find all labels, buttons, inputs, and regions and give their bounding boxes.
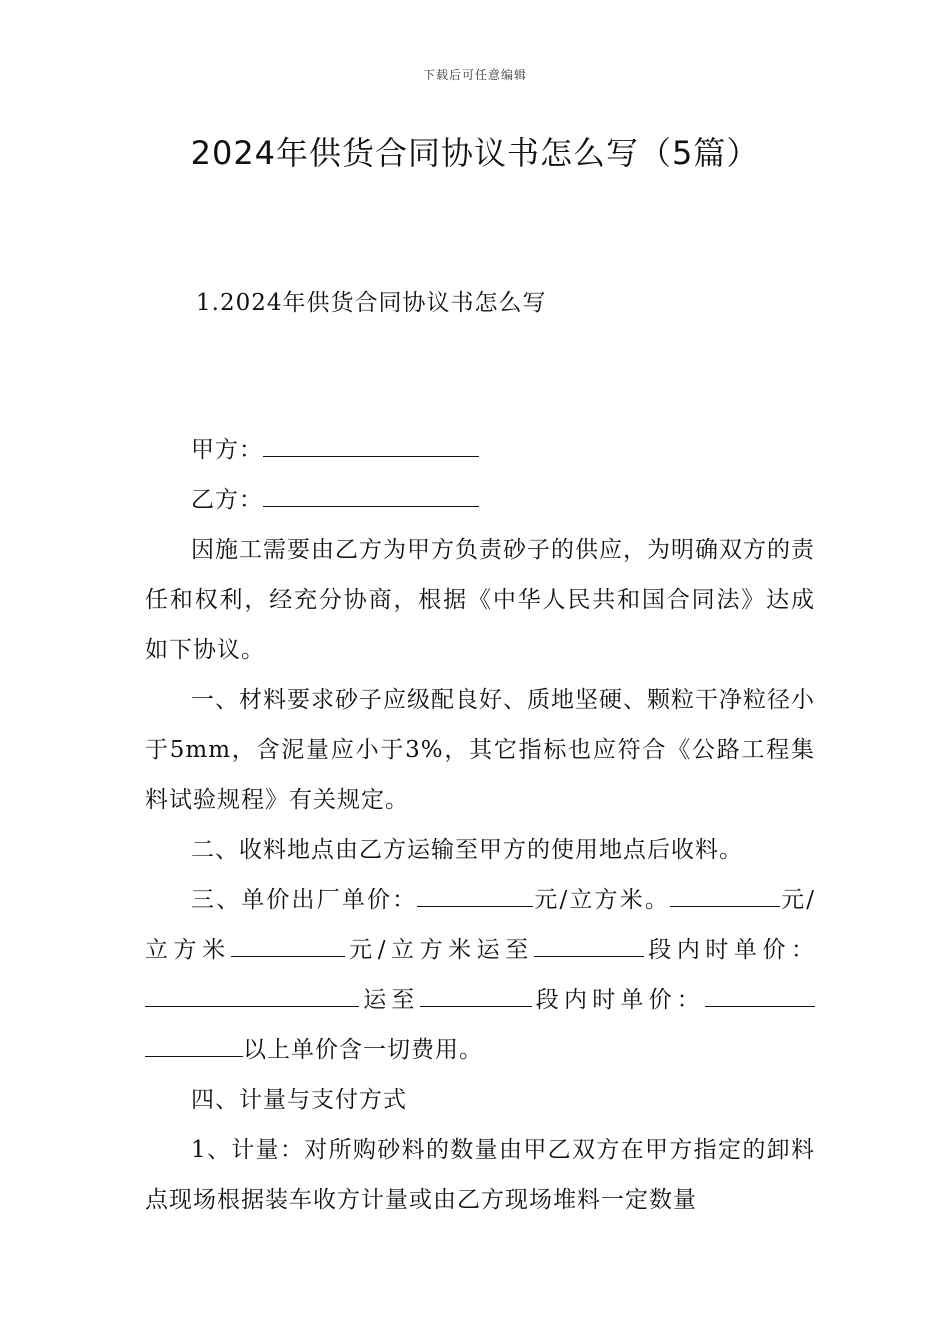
party-a-blank [263,426,479,457]
clause-3-blank-7 [705,976,815,1007]
party-b-blank [263,476,479,507]
party-a-label: 甲方： [191,437,263,463]
section-heading: 1.2024年供货合同协议书怎么写 [196,290,547,316]
document-title: 2024年供货合同协议书怎么写（5篇） [190,134,760,172]
clause-2-paragraph: 二、收料地点由乙方运输至甲方的使用地点后收料。 [191,837,743,863]
clause-3-part-5: 段内时单价： [643,937,816,963]
party-b-line [145,475,815,525]
clause-3-paragraph [145,875,815,1075]
clause-3-part-3: 元/立方米 [145,887,816,963]
clause-3-blank-1 [417,876,533,907]
clause-3-blank-6 [420,976,532,1007]
header-note: 下载后可任意编辑 [422,68,527,82]
clause-3-part-4: 元/立方米运至 [344,937,534,963]
clause-3-part-6: 运至 [359,987,420,1013]
intro-paragraph: 因施工需要由乙方为甲方负责砂子的供应，为明确双方的责任和权利，经充分协商，根据《中华人民共和国合同法》达成如下协议。 [145,537,815,663]
clause-3-blank-2 [670,876,780,907]
document-body [145,425,815,1225]
clause-4-heading: 四、计量与支付方式 [191,1087,407,1113]
clause-3-part-7: 段内时单价： [531,987,706,1013]
clause-3-blank-3 [231,926,345,957]
clause-3-blank-4 [534,926,644,957]
clause-4-1-paragraph: 1、计量：对所购砂料的数量由甲乙双方在甲方指定的卸料点现场根据装车收方计量或由乙方现场堆料一定数量 [145,1137,815,1213]
clause-3-part-1: 三、单价出厂单价： [191,887,418,913]
clause-1-paragraph: 一、材料要求砂子应级配良好、质地坚硬、颗粒干净粒径小于5mm，含泥量应小于3%，其它指标也应符合《公路工程集料试验规程》有关规定。 [145,687,815,813]
party-b-label: 乙方： [191,487,263,513]
party-a-line [145,425,815,475]
clause-3-blank-5 [145,976,359,1007]
clause-3-part-2: 元/立方米。 [533,887,670,913]
clause-3-part-8: 以上单价含一切费用。 [243,1037,483,1063]
clause-3-blank-8 [145,1026,243,1057]
